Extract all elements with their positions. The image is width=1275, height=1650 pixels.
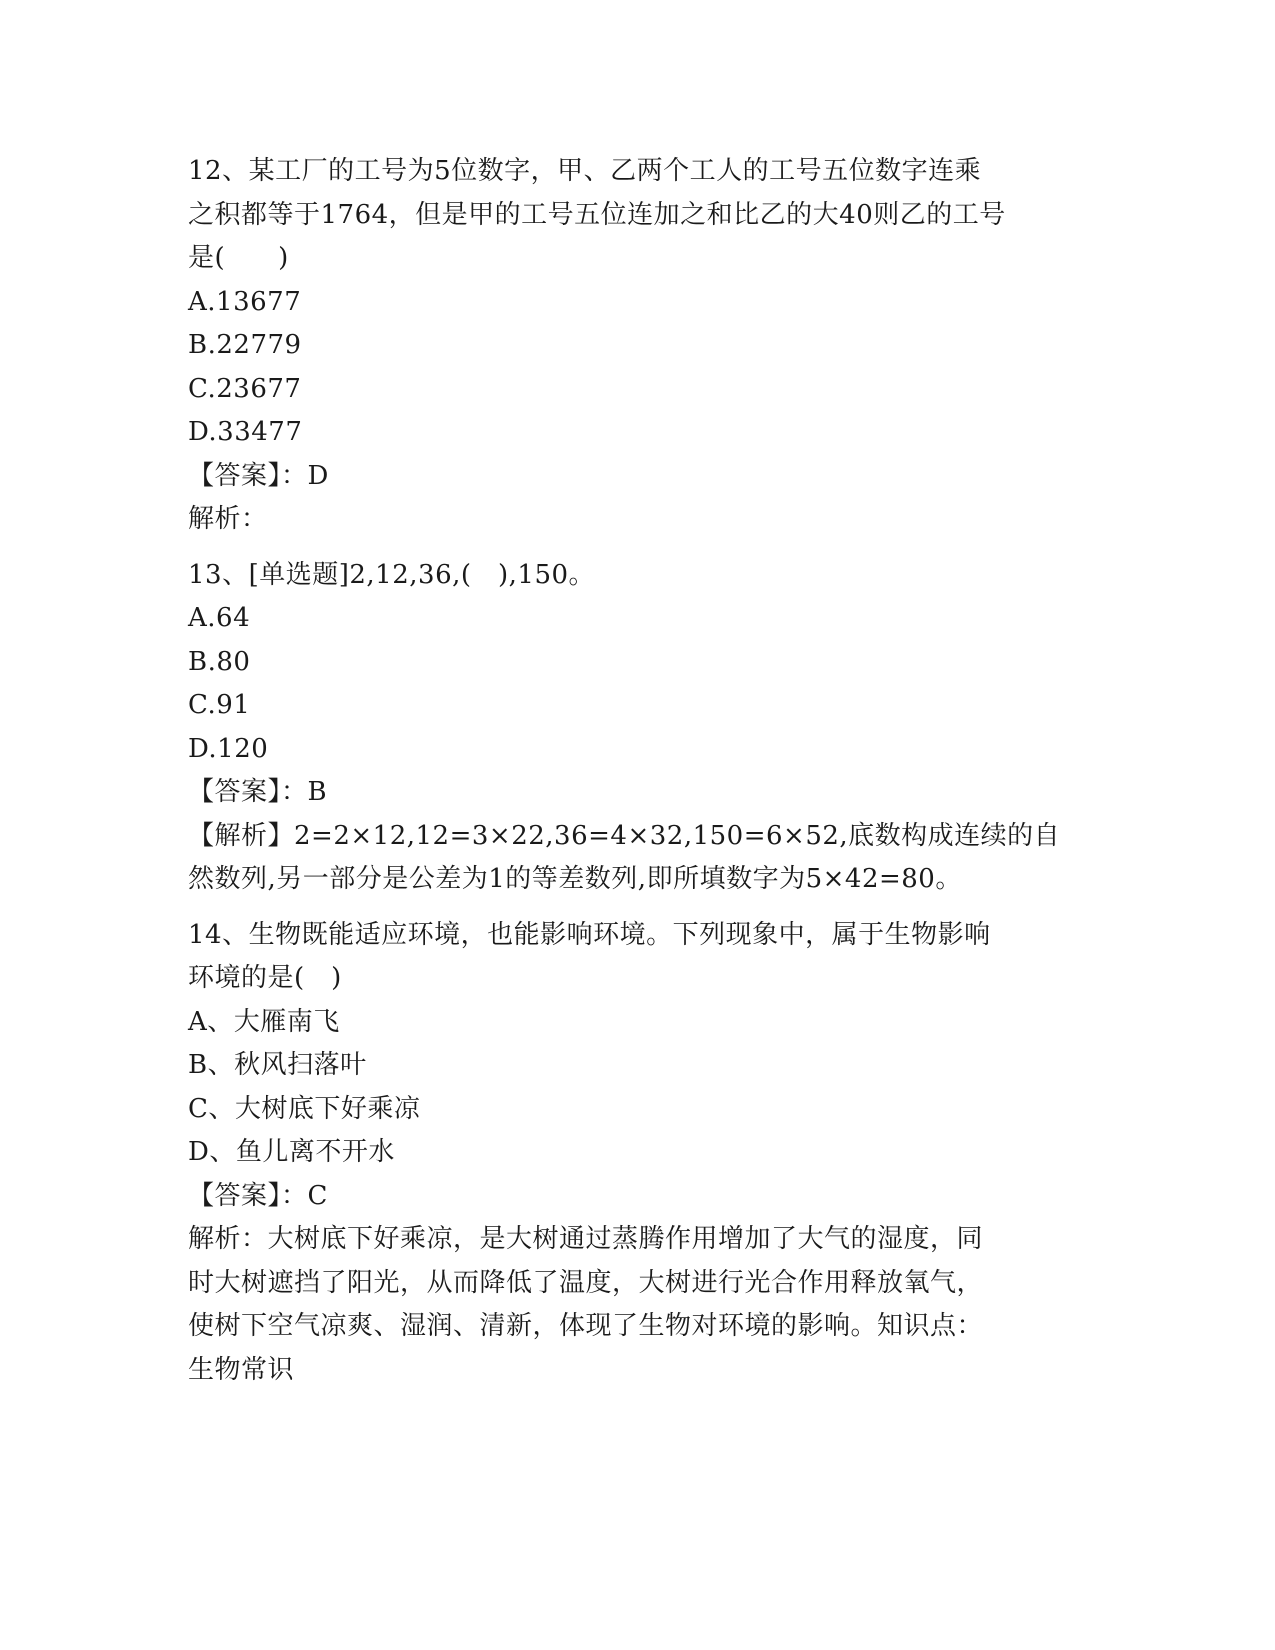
question-stem-line: 是( ) — [188, 243, 289, 273]
question-13 — [188, 554, 1088, 902]
question-stem-line: 环境的是( ) — [188, 963, 342, 993]
option-b: B.22779 — [188, 330, 302, 360]
option-d: D、鱼儿离不开水 — [188, 1137, 395, 1167]
answer-line: 【答案】：D — [188, 460, 329, 491]
question-14 — [188, 914, 1088, 1393]
question-12 — [188, 150, 1088, 542]
option-b: B、秋风扫落叶 — [188, 1050, 367, 1080]
question-stem-line: 之积都等于1764，但是甲的工号五位连加之和比乙的大40则乙的工号 — [188, 199, 1006, 230]
option-c: C.23677 — [188, 373, 302, 404]
option-d: D.120 — [188, 733, 269, 764]
analysis-line: 然数列,另一部分是公差为1的等差数列,即所填数字为5×42=80。 — [188, 864, 962, 894]
analysis-line: 解析：大树底下好乘凉，是大树通过蒸腾作用增加了大气的湿度，同 — [188, 1224, 984, 1254]
option-a: A、大雁南飞 — [188, 1006, 340, 1037]
question-spacer — [188, 542, 1088, 554]
answer-line: 【答案】：C — [188, 1180, 328, 1211]
option-c: C.91 — [188, 690, 251, 720]
option-d: D.33477 — [188, 417, 303, 447]
analysis-line: 使树下空气凉爽、湿润、清新，体现了生物对环境的影响。知识点： — [188, 1311, 984, 1341]
analysis-line: 【解析】2=2×12,12=3×22,36=4×32,150=6×52,底数构成连续的自 — [188, 820, 1061, 851]
question-stem-line: 12、某工厂的工号为5位数字，甲、乙两个工人的工号五位数字连乘 — [188, 156, 982, 186]
question-stem-line: 13、[单选题]2,12,36,( ),150。 — [188, 559, 596, 590]
option-c: C、大树底下好乘凉 — [188, 1093, 421, 1124]
question-spacer — [188, 902, 1088, 914]
question-stem-line: 14、生物既能适应环境，也能影响环境。下列现象中，属于生物影响 — [188, 919, 991, 950]
analysis-line: 生物常识 — [188, 1354, 295, 1385]
option-a: A.64 — [188, 603, 251, 633]
option-b: B.80 — [188, 646, 251, 677]
option-a: A.13677 — [188, 286, 302, 317]
analysis-line: 解析： — [188, 504, 268, 534]
analysis-line: 时大树遮挡了阳光，从而降低了温度，大树进行光合作用释放氧气， — [188, 1267, 984, 1298]
answer-line: 【答案】：B — [188, 777, 328, 807]
document-page — [188, 150, 1088, 1392]
